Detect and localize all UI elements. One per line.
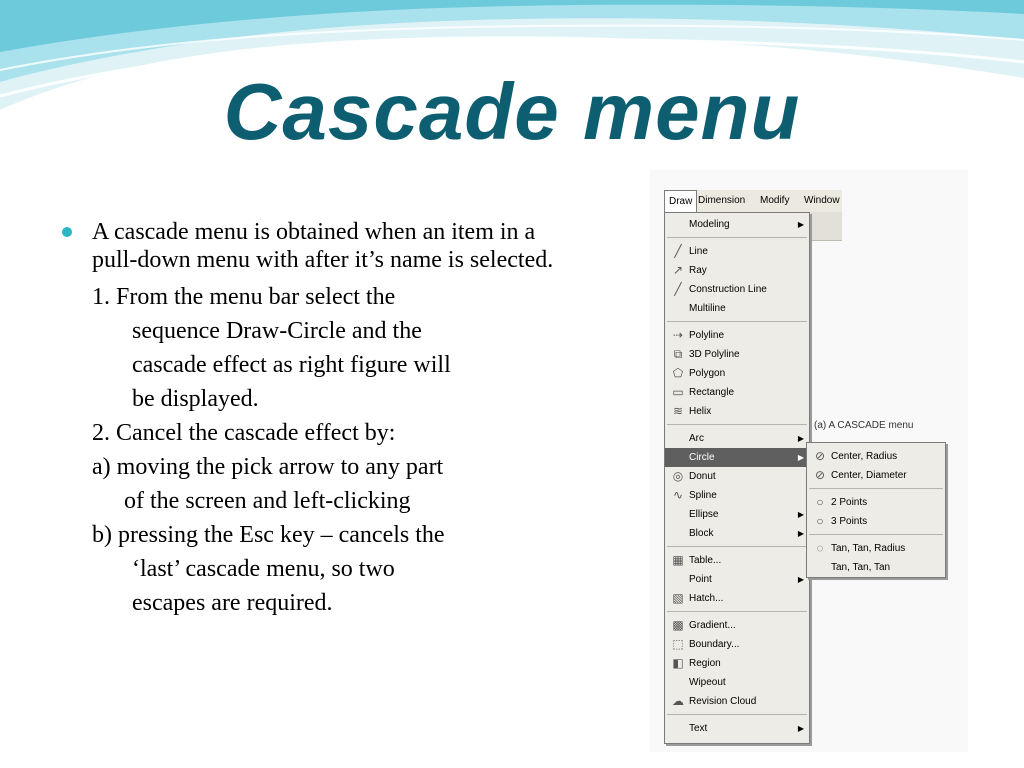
menu-item-label: Helix <box>689 406 712 417</box>
step-line: be displayed. <box>132 386 259 412</box>
step-line: ‘last’ cascade menu, so two <box>132 556 395 582</box>
draw-pulldown-menu <box>664 212 810 744</box>
menu-item-multiline[interactable] <box>665 299 809 318</box>
menu-item-label: Ellipse <box>689 509 719 520</box>
menu-item-3-points[interactable] <box>807 512 945 531</box>
rectangle-icon: ▭ <box>672 385 684 399</box>
menu-item-arc[interactable] <box>665 429 809 448</box>
menu-item-line[interactable] <box>665 242 809 261</box>
gradient-icon: ▩ <box>672 618 684 632</box>
menu-item-label: 3D Polyline <box>689 349 740 360</box>
submenu-arrow-icon: ▶ <box>797 529 804 538</box>
submenu-arrow-icon: ▶ <box>797 575 804 584</box>
step-line: 2. Cancel the cascade effect by: <box>92 420 396 446</box>
menu-bar-item-draw[interactable]: Draw <box>664 190 697 212</box>
menu-item-label: Table... <box>689 555 722 566</box>
step-line: escapes are required. <box>132 590 333 616</box>
menu-item-label: Center, Radius <box>831 451 898 462</box>
polyline-icon: ⇢ <box>672 328 684 342</box>
menu-separator <box>667 424 807 425</box>
figure-caption: (a) A CASCADE menu <box>814 420 914 431</box>
step-line: 1. From the menu bar select the <box>92 284 396 310</box>
menu-item-circle[interactable] <box>665 448 809 467</box>
slide-title: Cascade menu <box>223 67 801 156</box>
circle-center-radius-icon: ⊘ <box>814 449 826 463</box>
menu-item-label: Multiline <box>689 303 726 314</box>
menu-item-label: Ray <box>689 265 707 276</box>
menu-item-revision-cloud[interactable] <box>665 692 809 711</box>
menu-item-helix[interactable] <box>665 402 809 421</box>
menu-item-text[interactable] <box>665 719 809 738</box>
menu-item-label: Point <box>689 574 712 585</box>
step-line: a) moving the pick arrow to any part <box>92 454 444 480</box>
toolbar-strip <box>808 212 842 241</box>
menu-item-label: Spline <box>689 490 717 501</box>
menu-item-rectangle[interactable] <box>665 383 809 402</box>
helix-icon: ≋ <box>672 404 684 418</box>
menu-item-label: Modeling <box>689 219 730 230</box>
menu-item-label: Polyline <box>689 330 725 341</box>
menu-item-label: Boundary... <box>689 639 740 650</box>
submenu-arrow-icon: ▶ <box>797 724 804 733</box>
menu-item-label: Tan, Tan, Radius <box>831 543 906 554</box>
step-line: sequence Draw-Circle and the <box>132 318 422 344</box>
menu-item-label: Gradient... <box>689 620 736 631</box>
menu-item-center-radius[interactable] <box>807 447 945 466</box>
menu-item-point[interactable] <box>665 570 809 589</box>
menu-item-label: Wipeout <box>689 677 726 688</box>
menu-item-block[interactable] <box>665 524 809 543</box>
menu-item-label: Hatch... <box>689 593 724 604</box>
submenu-arrow-icon: ▶ <box>797 434 804 443</box>
menu-bar-item-modify[interactable]: Modify <box>760 195 790 206</box>
bullet-text: A cascade menu is obtained when an item in a pull-down menu with after it’s name is selected. <box>92 219 554 273</box>
submenu-arrow-icon: ▶ <box>797 510 804 519</box>
menu-item-center-diameter[interactable] <box>807 466 945 485</box>
menu-item-label: Center, Diameter <box>831 470 907 481</box>
construction-line-icon: ╱ <box>674 282 682 296</box>
ray-icon: ↗ <box>672 263 684 277</box>
menu-item-hatch[interactable] <box>665 589 809 608</box>
polygon-icon: ⬠ <box>672 366 684 380</box>
circle-cascade-menu <box>806 442 946 578</box>
menu-item-donut[interactable] <box>665 467 809 486</box>
line-icon: ╱ <box>674 244 682 258</box>
menu-item-label: 2 Points <box>831 497 868 508</box>
menu-item-construction-line[interactable] <box>665 280 809 299</box>
menu-item-gradient[interactable] <box>665 616 809 635</box>
menu-separator <box>667 321 807 322</box>
slide-body <box>60 218 660 620</box>
submenu-arrow-icon: ▶ <box>797 220 804 229</box>
spline-icon: ∿ <box>672 488 684 502</box>
menu-item-table[interactable] <box>665 551 809 570</box>
menu-item-ray[interactable] <box>665 261 809 280</box>
bullet-dot-icon <box>62 227 72 237</box>
table-icon: ▦ <box>672 553 684 567</box>
menu-item-label: Rectangle <box>689 387 735 398</box>
menu-item-tan-tan-radius[interactable] <box>807 539 945 558</box>
menu-item-label: Donut <box>689 471 716 482</box>
menu-item-label: Revision Cloud <box>689 696 757 707</box>
menu-item-boundary[interactable] <box>665 635 809 654</box>
circle-2-points-icon: ○ <box>816 495 824 509</box>
circle-tan-tan-radius-icon: ◌ <box>816 541 824 555</box>
menu-item-2-points[interactable] <box>807 493 945 512</box>
menu-item-label: Region <box>689 658 721 669</box>
menu-separator <box>667 611 807 612</box>
menu-item-polyline[interactable] <box>665 326 809 345</box>
menu-item-wipeout[interactable] <box>665 673 809 692</box>
menu-item-label: Text <box>689 723 708 734</box>
hatch-icon: ▧ <box>672 591 684 605</box>
menu-bar <box>664 190 842 213</box>
menu-item-3d-polyline[interactable] <box>665 345 809 364</box>
menu-item-ellipse[interactable] <box>665 505 809 524</box>
menu-separator <box>667 714 807 715</box>
circle-center-diameter-icon: ⊘ <box>814 468 826 482</box>
step-line: cascade effect as right figure will <box>132 352 451 378</box>
menu-item-label: Circle <box>689 452 715 463</box>
region-icon: ◧ <box>672 656 684 670</box>
autocad-menu-screenshot <box>650 170 968 752</box>
menu-item-label: Block <box>689 528 714 539</box>
menu-item-label: Line <box>689 246 708 257</box>
menu-item-spline[interactable] <box>665 486 809 505</box>
menu-item-label: Polygon <box>689 368 726 379</box>
bullet-item <box>60 218 660 274</box>
menu-item-label: 3 Points <box>831 516 868 527</box>
menu-bar-item-dimension[interactable]: Dimension <box>698 195 746 206</box>
menu-item-label: Tan, Tan, Tan <box>831 562 891 573</box>
menu-item-tan-tan-tan[interactable] <box>807 558 945 577</box>
step-line: of the screen and left-clicking <box>124 488 411 514</box>
boundary-icon: ⬚ <box>672 637 684 651</box>
numbered-steps <box>92 280 660 620</box>
menu-bar-item-window[interactable]: Window <box>804 195 840 206</box>
menu-separator <box>809 534 943 535</box>
menu-item-label: Construction Line <box>689 284 767 295</box>
3d-polyline-icon: ⧉ <box>673 347 683 361</box>
menu-separator <box>809 488 943 489</box>
submenu-arrow-icon: ▶ <box>797 453 804 462</box>
menu-separator <box>667 237 807 238</box>
menu-item-modeling[interactable] <box>665 215 809 234</box>
menu-separator <box>667 546 807 547</box>
revision-cloud-icon: ☁ <box>672 694 684 708</box>
menu-item-label: Arc <box>689 433 704 444</box>
menu-item-region[interactable] <box>665 654 809 673</box>
menu-item-polygon[interactable] <box>665 364 809 383</box>
circle-3-points-icon: ○ <box>816 514 824 528</box>
donut-icon: ◎ <box>672 469 684 483</box>
step-line: b) pressing the Esc key – cancels the <box>92 522 445 548</box>
